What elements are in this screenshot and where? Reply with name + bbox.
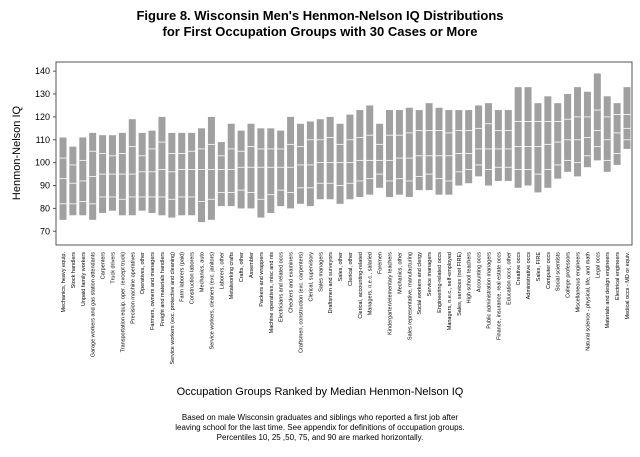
chart-title-line-2: for First Occupation Groups with 30 Cases or More xyxy=(162,24,478,39)
x-tick-labels xyxy=(61,252,631,365)
box-bar xyxy=(178,133,185,215)
x-tick-label: Farmers, owners and managers xyxy=(150,252,157,330)
x-tick-label: Operatives, other xyxy=(140,252,147,295)
box-bar xyxy=(485,103,492,185)
y-tick-label: 100 xyxy=(34,157,50,168)
x-tick-label: Administrative occs xyxy=(526,252,533,300)
x-tick-label: Metalworking crafts xyxy=(229,252,236,300)
box-bar xyxy=(436,108,443,195)
box-bar xyxy=(208,117,215,220)
y-tick-label: 80 xyxy=(39,203,50,214)
x-axis-label: Occupation Groups Ranked by Median Henmon-Nelson IQ xyxy=(176,386,464,398)
x-tick-label: Sales, services (not FIRE) xyxy=(456,252,463,316)
x-tick-label: Social workers and clergy xyxy=(417,252,424,315)
x-tick-label: Checkers and examiners xyxy=(288,252,295,313)
box-bar xyxy=(129,119,136,215)
x-tick-label: Carpenters xyxy=(100,252,107,280)
x-tick-label: Assembler xyxy=(249,252,255,278)
x-tick-label: Precision machine operatives xyxy=(130,252,137,324)
box-bar xyxy=(386,110,393,197)
box-bar xyxy=(188,133,195,215)
box-bar xyxy=(594,73,601,160)
x-tick-label: Foremen xyxy=(377,252,384,275)
x-tick-label: Service managers xyxy=(427,252,434,297)
box-bar xyxy=(554,103,561,178)
footnote xyxy=(0,413,640,443)
x-tick-label: Public administration managers xyxy=(486,252,493,329)
box-bar xyxy=(544,96,551,188)
x-tick-label: Accounting occs xyxy=(476,252,483,293)
y-axis-label: Henmon-Nelson IQ xyxy=(11,105,23,201)
y-tick-label: 130 xyxy=(34,89,50,100)
x-tick-label: Mechanics, auto xyxy=(199,252,206,293)
y-tick-label: 140 xyxy=(34,66,50,77)
x-tick-label: Natural science - physical, life, and math xyxy=(585,252,592,351)
box-bar xyxy=(475,105,482,176)
box-bar xyxy=(218,142,225,206)
footnote-line-2: leaving school for the last time. See appendix for definitions of occupation groups. xyxy=(175,423,465,432)
x-tick-label: Clerical, accounting-related xyxy=(357,252,364,319)
box-bar xyxy=(327,117,334,199)
x-tick-label: Managers, n.e.c., self-employed xyxy=(446,252,453,331)
y-tick-label: 70 xyxy=(39,226,50,237)
box-bar xyxy=(366,105,373,194)
box-bar xyxy=(69,147,76,216)
x-tick-label: Miscellaneous engineers xyxy=(575,252,582,313)
x-tick-label: Social scientists xyxy=(555,252,562,292)
box-bar xyxy=(79,137,86,215)
box-bar xyxy=(158,117,165,215)
x-tick-label: Finance, insurance, real estate occs xyxy=(496,252,503,341)
x-tick-label: Packers and wrappers xyxy=(258,252,265,307)
x-tick-label: Sales, FIRE xyxy=(535,252,542,282)
box-bar xyxy=(465,110,472,183)
x-tick-label: Mechanics, other xyxy=(397,252,404,294)
box-bar xyxy=(317,119,324,199)
x-tick-label: Managers, n.e.c., salaried xyxy=(367,252,374,316)
x-tick-label: Materials and design engineers xyxy=(605,252,612,329)
box-bar xyxy=(534,103,541,192)
box-bar xyxy=(346,115,353,200)
x-tick-label: Clerical, other xyxy=(347,252,354,286)
x-tick-label: Electricians and related occs xyxy=(278,252,285,323)
x-tick-label: Engineering-related occs xyxy=(437,252,443,313)
x-tick-label: Sales, other xyxy=(338,252,345,282)
box-bar xyxy=(267,128,274,213)
y-tick-label: 120 xyxy=(34,111,50,122)
box-bar xyxy=(238,131,245,209)
x-tick-label: Freight and materials handlers xyxy=(159,252,166,327)
y-tick-label: 90 xyxy=(39,180,50,191)
box-bar xyxy=(505,110,512,181)
x-tick-label: Clerical, supervisory xyxy=(308,252,315,302)
x-tick-label: Farm laborers (paid) xyxy=(179,252,186,302)
box-bar xyxy=(376,124,383,188)
footnote-line-3: Percentiles 10, 25 ,50, 75, and 90 are marked horizontally. xyxy=(216,433,424,442)
y-tick-label: 110 xyxy=(35,134,50,145)
box-bar xyxy=(525,87,532,185)
x-tick-label: Construction laborers xyxy=(189,252,196,305)
box-bar xyxy=(287,117,294,208)
x-tick-label: Stock handlers xyxy=(70,252,77,289)
box-bar xyxy=(426,103,433,190)
x-tick-label: Service workers, cleaners (exc. janitors) xyxy=(209,252,216,350)
chart-title-line-1: Figure 8. Wisconsin Men's Henmon-Nelson IQ Distributions xyxy=(136,8,504,23)
x-tick-label: Laborers, other xyxy=(219,252,226,290)
box-bar xyxy=(257,128,264,217)
y-axis xyxy=(35,66,56,236)
x-tick-label: Kindergarten/elementary teachers xyxy=(387,252,394,335)
box-bar xyxy=(455,110,462,185)
x-tick-label: Computer occs xyxy=(545,252,552,289)
box-bar xyxy=(198,128,205,222)
x-tick-label: High school teachers xyxy=(466,252,473,304)
box-bar xyxy=(445,110,452,195)
x-tick-label: Garage workers and gas station attendants xyxy=(90,252,97,358)
box-bar xyxy=(356,110,363,197)
box-bar xyxy=(337,124,344,204)
box-bar xyxy=(614,103,621,165)
box-bar xyxy=(248,124,255,209)
x-tick-label: Draftsmen and surveyors xyxy=(328,252,335,314)
box-bar xyxy=(168,133,175,218)
x-tick-label: Unpaid family workers xyxy=(80,252,87,307)
footnote-line-1: Based on male Wisconsin graduates and siblings who reported a first job after xyxy=(181,413,459,422)
x-tick-label: Mechanics, heavy equip. xyxy=(61,252,67,313)
box-bar xyxy=(228,124,235,206)
x-tick-label: Machine operatives, misc and nis xyxy=(268,252,275,334)
box-bar xyxy=(109,135,116,210)
x-tick-label: Education occs, other xyxy=(506,252,513,305)
x-tick-label: Electrical engineers xyxy=(615,252,622,300)
x-tick-label: Sales managers xyxy=(318,252,325,292)
x-tick-label: College professors xyxy=(565,252,572,298)
x-tick-label: Truck drivers xyxy=(110,252,117,284)
x-tick-label: Medical occs - MD or equiv. xyxy=(625,252,631,320)
box-bar xyxy=(495,110,502,181)
box-bar xyxy=(297,124,304,204)
box-bar xyxy=(307,121,314,206)
x-tick-label: Legal occs xyxy=(595,252,602,279)
x-tick-label: Creative occs xyxy=(516,252,523,286)
box-bar xyxy=(416,110,423,190)
box-bar xyxy=(277,131,284,206)
x-tick-label: Sales representative, manufacturing xyxy=(407,252,414,341)
x-tick-label: Service workers (exc. protective and cleaning) xyxy=(169,252,176,365)
box-bar xyxy=(396,110,403,195)
x-tick-label: Crafts, other xyxy=(239,252,246,283)
box-bar xyxy=(406,108,413,197)
x-tick-label: Transportation equip. oper. (except truck) xyxy=(120,252,127,353)
box-bar xyxy=(515,87,522,188)
x-tick-label: Craftsmen, construction (exc. carpenters) xyxy=(298,252,305,353)
